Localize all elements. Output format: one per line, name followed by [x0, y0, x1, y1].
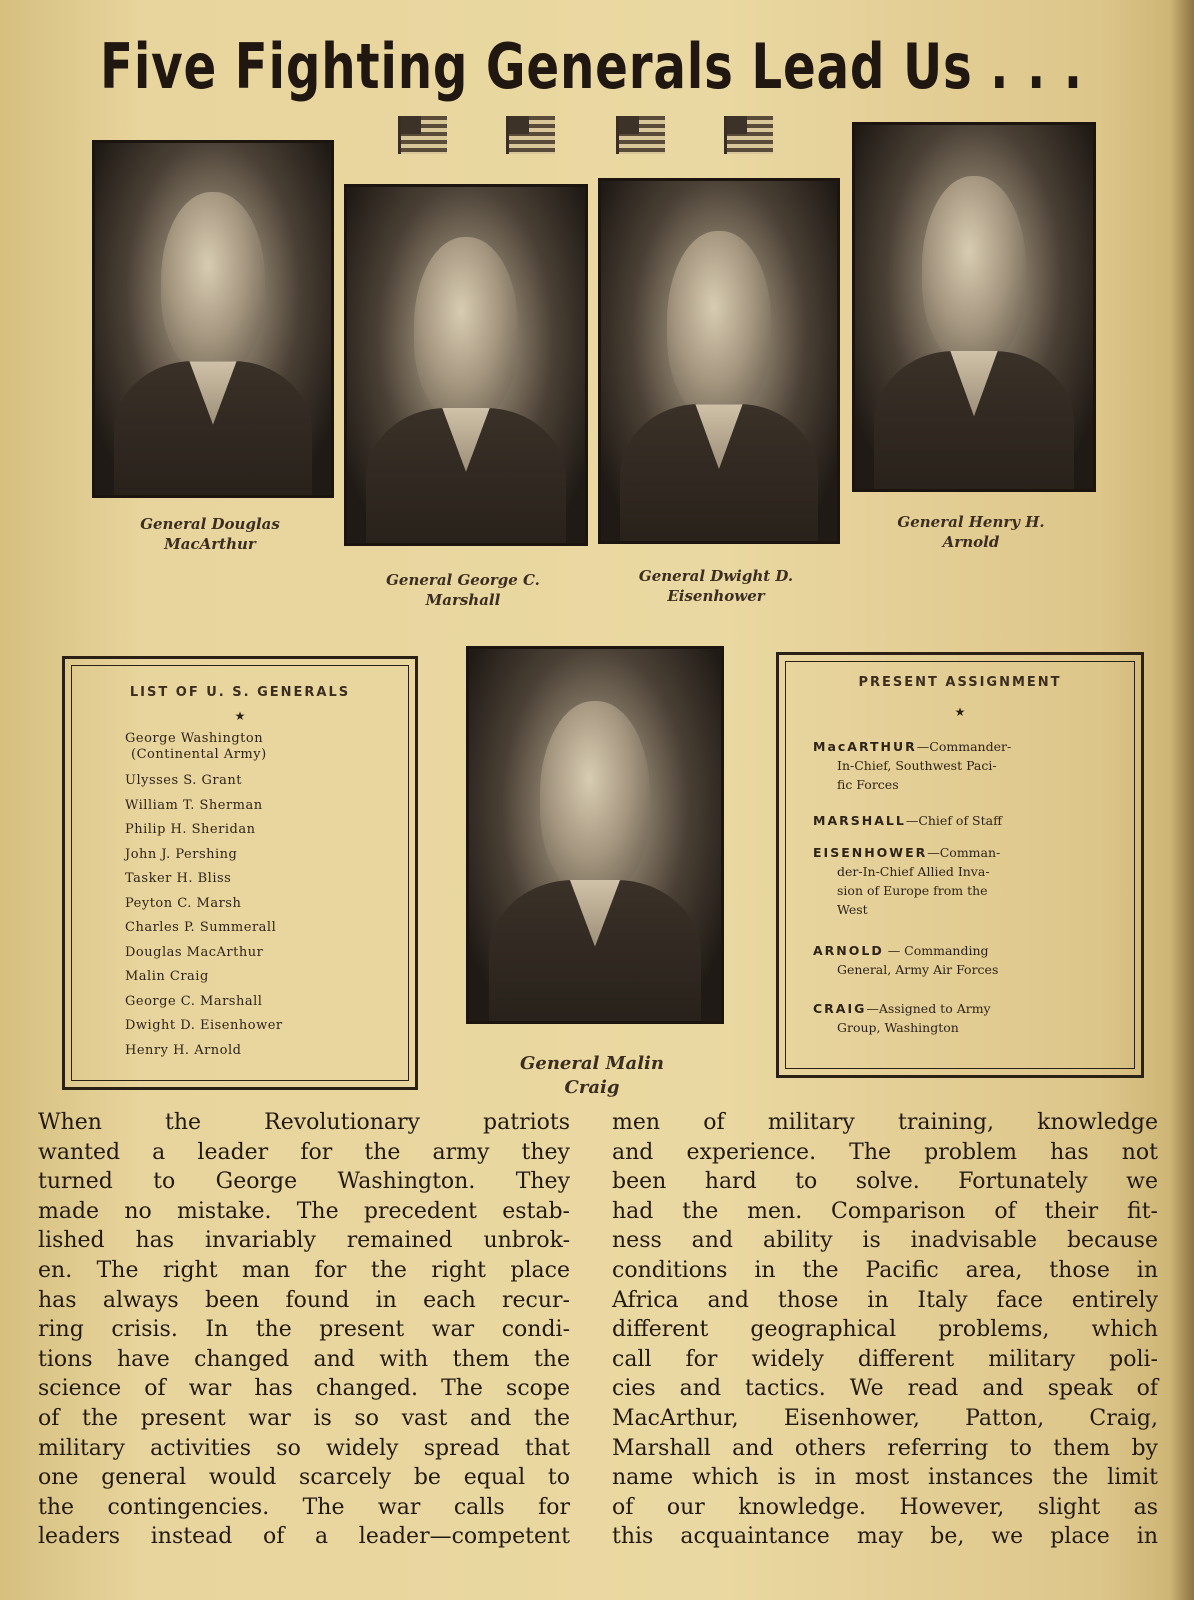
- text-line: tions have changed and with them the: [38, 1346, 570, 1372]
- generals-list-title: LIST OF U. S. GENERALS: [129, 685, 351, 700]
- list-item: Douglas MacArthur: [125, 944, 264, 960]
- list-item: John J. Pershing: [125, 846, 238, 862]
- page-edge-shadow: [1170, 0, 1194, 1600]
- caption-eisenhower: General Dwight D. Eisenhower: [638, 567, 794, 605]
- text-line: name which is in most instances the limit: [612, 1465, 1158, 1491]
- portrait-eisenhower: [598, 178, 840, 544]
- text-line: of our knowledge. However, slight as: [612, 1494, 1158, 1520]
- flag-icon: [724, 116, 773, 154]
- text-line: Africa and those in Italy face entirely: [612, 1287, 1158, 1313]
- assignment-title: PRESENT ASSIGNMENT: [858, 675, 1062, 690]
- text-line: When the Revolutionary patriots: [38, 1110, 570, 1135]
- text-line: had the men. Comparison of their fit-: [612, 1198, 1158, 1224]
- text-line: wanted a leader for the army they: [38, 1139, 570, 1165]
- body-right-column: [612, 1108, 1158, 1552]
- caption-macarthur: General Douglas MacArthur: [140, 515, 280, 553]
- list-item: William T. Sherman: [125, 797, 263, 813]
- assignment-entry-arnold: ARNOLD — Commanding General, Army Air Forces: [813, 943, 999, 977]
- text-line: this acquaintance may be, we place in: [612, 1524, 1158, 1550]
- text-line: lished has invariably remained unbrok-: [38, 1228, 570, 1254]
- text-line: the contingencies. The war calls for: [38, 1494, 570, 1520]
- text-line: call for widely different military poli-: [612, 1346, 1158, 1372]
- flag-icon: [616, 116, 665, 154]
- assignment-entry-eisenhower: EISENHOWER—Comman- der-In-Chief Allied Inva- sion of Europe from the West: [813, 845, 1001, 917]
- text-line: different geographical problems, which: [612, 1317, 1158, 1343]
- list-item: George C. Marshall: [125, 993, 263, 1009]
- generals-list-box: [62, 656, 418, 1090]
- text-line: of the present war is so vast and the: [38, 1405, 570, 1431]
- list-item: Tasker H. Bliss: [125, 871, 232, 886]
- assignment-entry-macarthur: MacARTHUR—Commander- In-Chief, Southwest Paci- fic Forces: [813, 739, 1012, 792]
- generals-list: [125, 731, 283, 1063]
- text-line: conditions in the Pacific area, those in: [612, 1257, 1158, 1283]
- text-line: cies and tactics. We read and speak of: [612, 1376, 1158, 1402]
- text-line: MacArthur, Eisenhower, Patton, Craig,: [612, 1405, 1158, 1431]
- list-item: Malin Craig: [125, 969, 209, 984]
- text-line: leaders instead of a leader—competent: [38, 1524, 570, 1550]
- caption-marshall: General George C. Marshall: [386, 571, 540, 609]
- text-line: ring crisis. In the present war condi-: [38, 1317, 570, 1343]
- list-item: Charles P. Summerall: [125, 920, 277, 935]
- body-left-column: [38, 1108, 570, 1552]
- text-line: Marshall and others referring to them by: [612, 1435, 1158, 1461]
- star-icon: ★: [234, 709, 246, 723]
- list-item: Peyton C. Marsh: [125, 895, 242, 911]
- text-line: turned to George Washington. They: [38, 1169, 570, 1195]
- flag-icon: [398, 116, 447, 154]
- list-item: George Washington: [125, 731, 264, 746]
- text-line: and experience. The problem has not: [612, 1139, 1158, 1165]
- portrait-marshall: [344, 184, 588, 546]
- caption-craig: General Malin Craig: [520, 1053, 664, 1098]
- text-line: has always been found in each recur-: [38, 1287, 570, 1313]
- text-line: military activities so widely spread that: [38, 1435, 570, 1461]
- portrait-macarthur: [92, 140, 334, 498]
- portrait-arnold: [852, 122, 1096, 492]
- list-item: Ulysses S. Grant: [125, 773, 242, 788]
- text-line: ness and ability is inadvisable because: [612, 1228, 1158, 1254]
- caption-arnold: General Henry H. Arnold: [897, 513, 1045, 551]
- assignment-box: [776, 652, 1144, 1078]
- flag-row: [398, 116, 798, 164]
- list-item: Henry H. Arnold: [125, 1042, 242, 1058]
- page-title: Five Fighting Generals Lead Us . . .: [100, 30, 1083, 103]
- star-icon: ★: [954, 705, 966, 719]
- text-line: one general would scarcely be equal to: [38, 1465, 570, 1491]
- list-item: Philip H. Sheridan: [125, 822, 256, 837]
- text-line: science of war has changed. The scope: [38, 1376, 570, 1402]
- portrait-craig: [466, 646, 724, 1024]
- text-line: en. The right man for the right place: [38, 1257, 570, 1283]
- flag-icon: [506, 116, 555, 154]
- text-line: been hard to solve. Fortunately we: [612, 1169, 1158, 1195]
- text-line: made no mistake. The precedent estab-: [38, 1198, 570, 1224]
- assignment-entry-craig: CRAIG—Assigned to Army Group, Washington: [813, 1001, 991, 1035]
- text-line: men of military training, knowledge: [612, 1110, 1158, 1135]
- list-item: Dwight D. Eisenhower: [125, 1018, 283, 1033]
- list-item: (Continental Army): [131, 747, 267, 762]
- assignment-entry-marshall: MARSHALL—Chief of Staff: [813, 813, 1002, 828]
